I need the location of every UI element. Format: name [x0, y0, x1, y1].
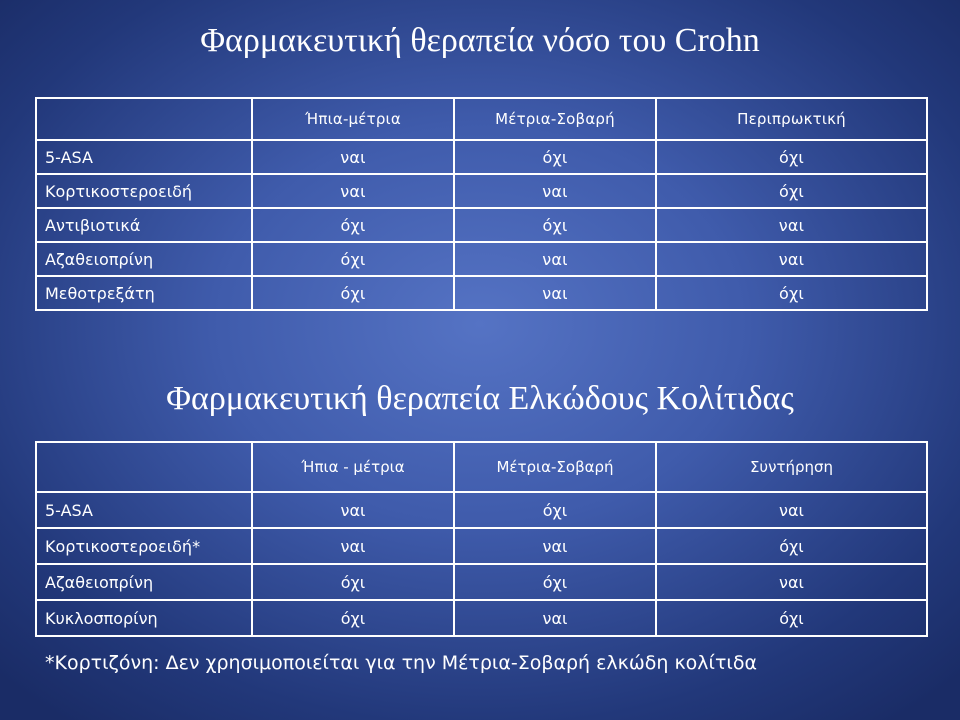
table-row: [36, 208, 927, 242]
table-cell: ναι: [252, 528, 454, 564]
table-cell: όχι: [656, 174, 927, 208]
table-cell: ναι: [252, 140, 454, 174]
table-cell: όχι: [454, 492, 656, 528]
table-header-row: [36, 98, 927, 140]
drug-name-cell: Αζαθειοπρίνη: [36, 242, 252, 276]
table-cell: όχι: [252, 276, 454, 310]
table-cell: ναι: [656, 242, 927, 276]
colitis-treatment-table: [35, 441, 928, 637]
header-cell: Ήπια - μέτρια: [252, 442, 454, 492]
header-cell: Μέτρια-Σοβαρή: [454, 442, 656, 492]
table-cell: όχι: [252, 564, 454, 600]
header-cell: [36, 442, 252, 492]
table-cell: όχι: [656, 600, 927, 636]
header-cell: Περιπρωκτική: [656, 98, 927, 140]
table-row: [36, 528, 927, 564]
header-cell: [36, 98, 252, 140]
table-cell: ναι: [454, 276, 656, 310]
drug-name-cell: Κορτικοστεροειδή*: [36, 528, 252, 564]
crohn-title: Φαρμακευτική θεραπεία νόσο του Crohn: [200, 22, 760, 59]
footnote: *Κορτιζόνη: Δεν χρησιμοποιείται για την Μέτρια-Σοβαρή ελκώδη κολίτιδα: [45, 652, 757, 674]
table-cell: όχι: [454, 564, 656, 600]
table-cell: όχι: [454, 140, 656, 174]
table-cell: ναι: [454, 600, 656, 636]
header-cell: Ήπια-μέτρια: [252, 98, 454, 140]
table-cell: ναι: [252, 492, 454, 528]
drug-name-cell: Αζαθειοπρίνη: [36, 564, 252, 600]
drug-name-cell: Αντιβιοτικά: [36, 208, 252, 242]
table-cell: ναι: [454, 528, 656, 564]
table-cell: ναι: [656, 492, 927, 528]
drug-name-cell: Κυκλοσπορίνη: [36, 600, 252, 636]
table-row: [36, 600, 927, 636]
table-row: [36, 242, 927, 276]
table-cell: όχι: [252, 242, 454, 276]
colitis-title: Φαρμακευτική θεραπεία Ελκώδους Κολίτιδας: [166, 380, 794, 417]
drug-name-cell: Κορτικοστεροειδή: [36, 174, 252, 208]
header-cell: Συντήρηση: [656, 442, 927, 492]
table-row: [36, 564, 927, 600]
table-cell: όχι: [656, 528, 927, 564]
table-row: [36, 276, 927, 310]
drug-name-cell: 5-ASA: [36, 140, 252, 174]
table-cell: ναι: [656, 564, 927, 600]
crohn-treatment-table: [35, 97, 928, 311]
table-row: [36, 492, 927, 528]
drug-name-cell: Μεθοτρεξάτη: [36, 276, 252, 310]
table-header-row: [36, 442, 927, 492]
table-cell: ναι: [454, 174, 656, 208]
table-row: [36, 174, 927, 208]
header-cell: Μέτρια-Σοβαρή: [454, 98, 656, 140]
table-row: [36, 140, 927, 174]
table-cell: ναι: [656, 208, 927, 242]
table-cell: όχι: [656, 140, 927, 174]
table-cell: όχι: [454, 208, 656, 242]
table-cell: ναι: [454, 242, 656, 276]
table-cell: όχι: [656, 276, 927, 310]
table-cell: ναι: [252, 174, 454, 208]
table-cell: όχι: [252, 600, 454, 636]
table-cell: όχι: [252, 208, 454, 242]
drug-name-cell: 5-ASA: [36, 492, 252, 528]
